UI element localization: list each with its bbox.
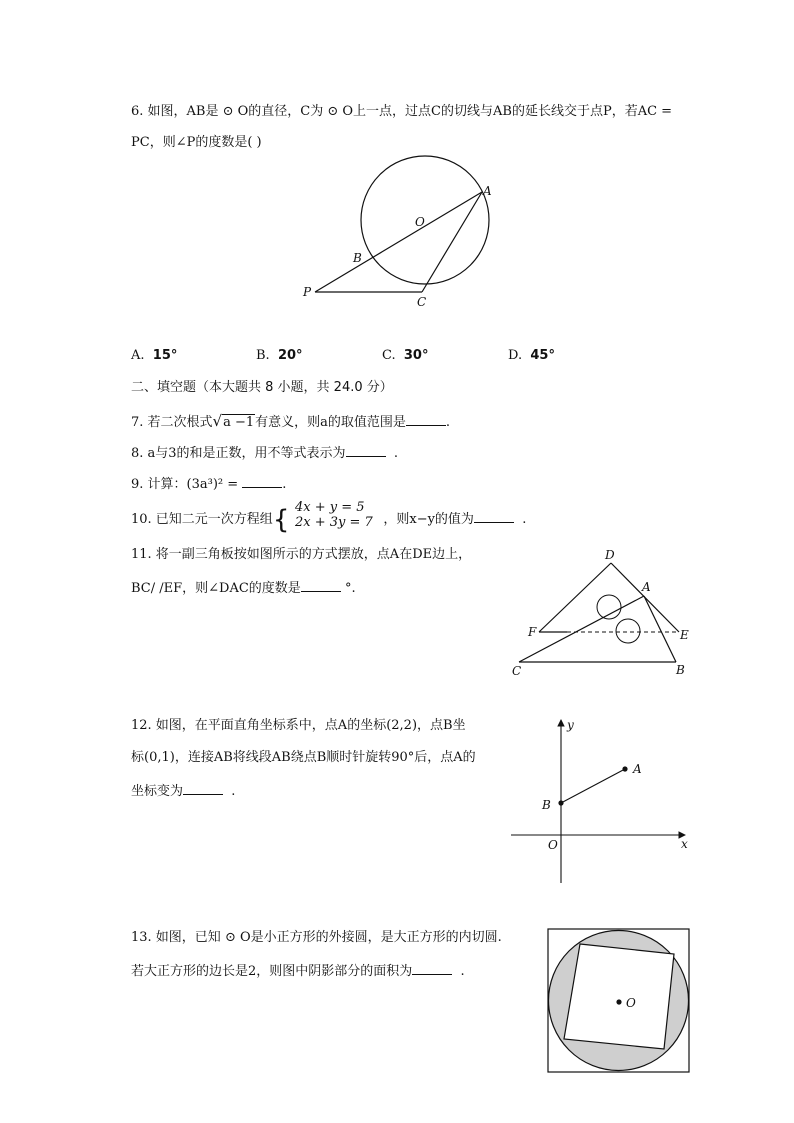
q6-option-a: A. 15° <box>131 348 178 363</box>
label-C: C <box>417 295 427 309</box>
brace: { <box>272 505 290 535</box>
label-B: B <box>676 663 685 677</box>
q11-stem-line2: BC/ /EF，则∠DAC的度数是 °. <box>131 581 356 596</box>
q6-stem-line2: PC，则∠P的度数是( ) <box>131 135 262 150</box>
q8-stem: 8. a与3的和是正数，用不等式表示为 . <box>131 446 398 461</box>
q7-stem: 7. 若二次根式√a −1有意义，则a的取值范围是 . <box>131 412 451 430</box>
answer-blank <box>183 782 223 795</box>
q6-option-b: B. 20° <box>256 348 303 363</box>
section-heading: 二、填空题（本大题共 8 小题，共 24.0 分） <box>131 380 393 395</box>
label-B: B <box>353 251 362 265</box>
q12-coordinate-figure <box>505 710 700 890</box>
label-D: D <box>605 548 615 562</box>
q11-stem-line1: 11. 将一副三角板按如图所示的方式摆放，点A在DE边上， <box>131 547 472 562</box>
answer-blank <box>412 962 452 975</box>
q10-eq2: 2x + 3y = 7 <box>295 515 373 530</box>
answer-blank <box>301 579 341 592</box>
q6-circle-figure <box>295 155 505 315</box>
q6-option-d: D. 45° <box>508 348 555 363</box>
label-F: F <box>528 625 537 639</box>
label-B: B <box>542 798 551 812</box>
label-A: A <box>633 762 642 776</box>
label-E: E <box>680 628 689 642</box>
q12-stem-line3: 坐标变为 . <box>131 784 236 799</box>
sqrt-radical: √ <box>212 412 223 430</box>
answer-blank <box>242 475 282 488</box>
answer-blank <box>346 444 386 457</box>
answer-blank <box>474 510 514 523</box>
q10-stem: 10. 已知二元一次方程组{ ，则x−y的值为 . <box>131 505 527 535</box>
answer-blank <box>406 413 446 426</box>
label-x: x <box>681 837 688 851</box>
q13-squares-circle-figure <box>546 927 692 1075</box>
q9-stem: 9. 计算：(3a³)² = . <box>131 477 287 492</box>
q10-eq1: 4x + y = 5 <box>295 500 365 515</box>
label-O: O <box>626 996 636 1010</box>
label-y: y <box>567 718 574 732</box>
q12-stem-line2: 标(0,1)，连接AB将线段AB绕点B顺时针旋转90°后，点A的 <box>131 750 476 765</box>
q6-stem-line1: 6. 如图，AB是 ⊙ O的直径，C为 ⊙ O上一点，过点C的切线与AB的延长线交于点P，若AC = <box>131 104 673 119</box>
radicand: a −1 <box>223 415 255 430</box>
q12-stem-line1: 12. 如图，在平面直角坐标系中，点A的坐标(2,2)，点B坐 <box>131 718 466 733</box>
label-C: C <box>512 664 522 678</box>
q13-stem-line2: 若大正方形的边长是2，则图中阴影部分的面积为 . <box>131 964 465 979</box>
label-O: O <box>415 215 425 229</box>
label-P: P <box>303 285 312 299</box>
label-O: O <box>548 838 558 852</box>
label-A: A <box>642 580 651 594</box>
q13-stem-line1: 13. 如图，已知 ⊙ O是小正方形的外接圆，是大正方形的内切圆. <box>131 930 502 945</box>
q11-triangles-figure <box>505 545 715 680</box>
label-A: A <box>483 184 492 198</box>
q6-option-c: C. 30° <box>382 348 429 363</box>
